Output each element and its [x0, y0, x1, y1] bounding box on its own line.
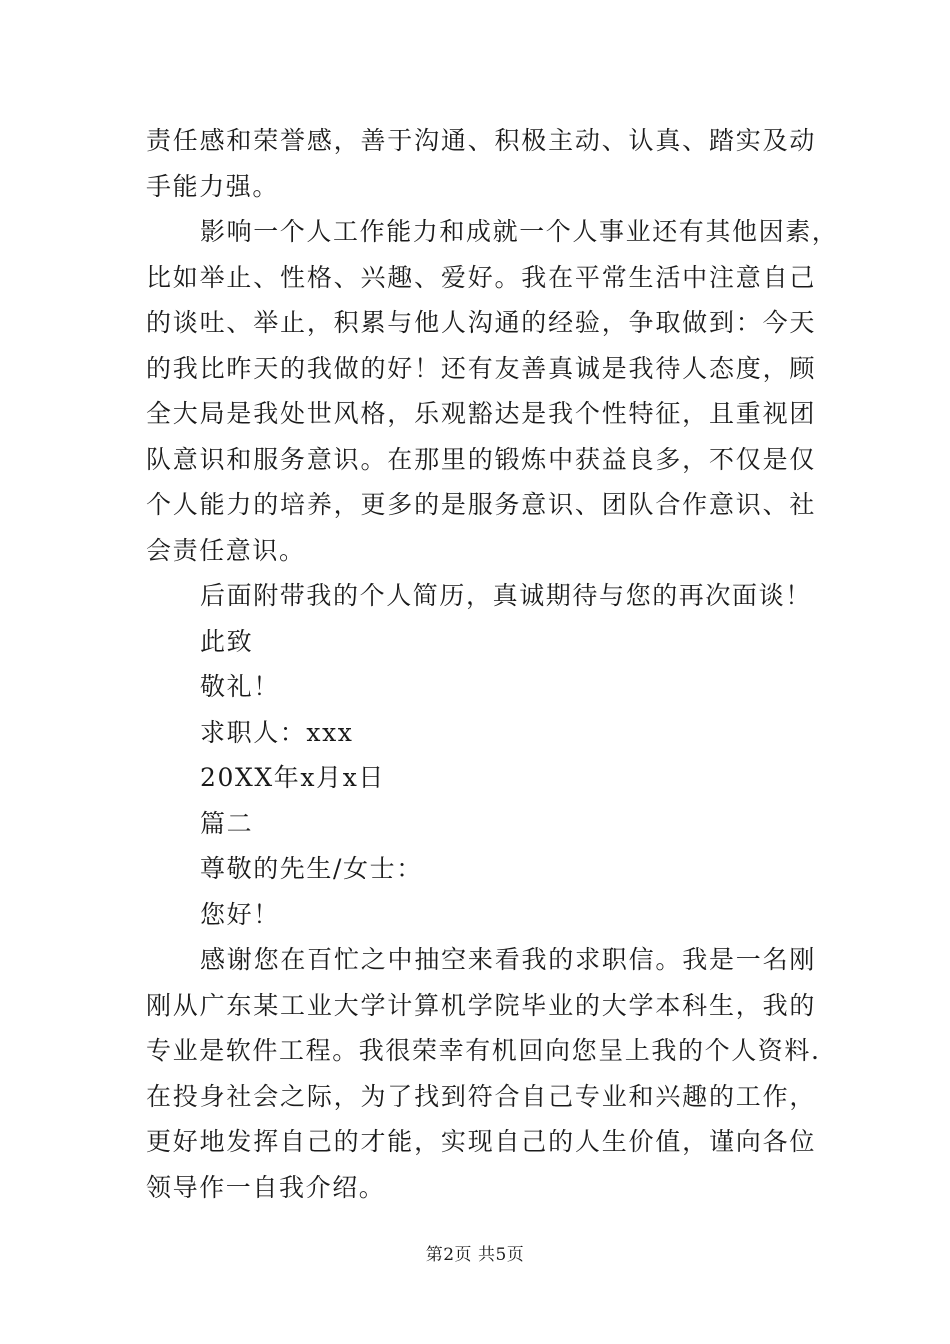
text-line: 比如举止、性格、兴趣、爱好。我在平常生活中注意自己: [146, 262, 816, 292]
text-line: 责任感和荣誉感，善于沟通、积极主动、认真、踏实及动: [146, 126, 816, 155]
closing-line: 后面附带我的个人简历，真诚期待与您的再次面谈！: [200, 581, 812, 610]
greeting-recipient: 尊敬的先生/女士：: [200, 854, 423, 883]
letter-date: 20XX年x月x日: [200, 763, 386, 792]
text-line: 专业是软件工程。我很荣幸有机回向您呈上我的个人资料.: [146, 1036, 821, 1065]
paragraph-start: 感谢您在百忙之中抽空来看我的求职信。我是一名刚: [200, 945, 816, 974]
text-line: 会责任意识。: [146, 535, 306, 565]
text-line: 的我比昨天的我做的好！还有友善真诚是我待人态度，顾: [146, 353, 816, 383]
paragraph-start: 影响一个人工作能力和成就一个人事业还有其他因素，: [200, 217, 839, 246]
applicant-name: 求职人：xxx: [200, 717, 354, 747]
text-line: 个人能力的培养，更多的是服务意识、团队合作意识、社: [146, 490, 816, 519]
text-line: 队意识和服务意识。在那里的锻炼中获益良多，不仅是仅: [146, 444, 816, 474]
text-line: 全大局是我处世风格，乐观豁达是我个性特征，且重视团: [146, 399, 816, 428]
letter-body: [146, 118, 839, 1210]
greeting-hello: 您好！: [200, 899, 280, 929]
section-heading: 篇二: [200, 808, 254, 838]
text-line: 手能力强。: [146, 171, 280, 201]
salutation-regards: 敬礼！: [200, 672, 280, 701]
page-number-footer: 第2页 共5页: [425, 1245, 525, 1265]
salutation-close: 此致: [200, 626, 254, 656]
text-line: 领导作一自我介绍。: [146, 1172, 386, 1202]
text-line: 更好地发挥自己的才能，实现自己的人生价值，谨向各位: [146, 1127, 816, 1156]
text-line: 在投身社会之际，为了找到符合自己专业和兴趣的工作，: [146, 1081, 816, 1111]
text-line: 的谈吐、举止，积累与他人沟通的经验，争取做到：今天: [146, 308, 816, 337]
text-line: 刚从广东某工业大学计算机学院毕业的大学本科生，我的: [146, 990, 816, 1020]
